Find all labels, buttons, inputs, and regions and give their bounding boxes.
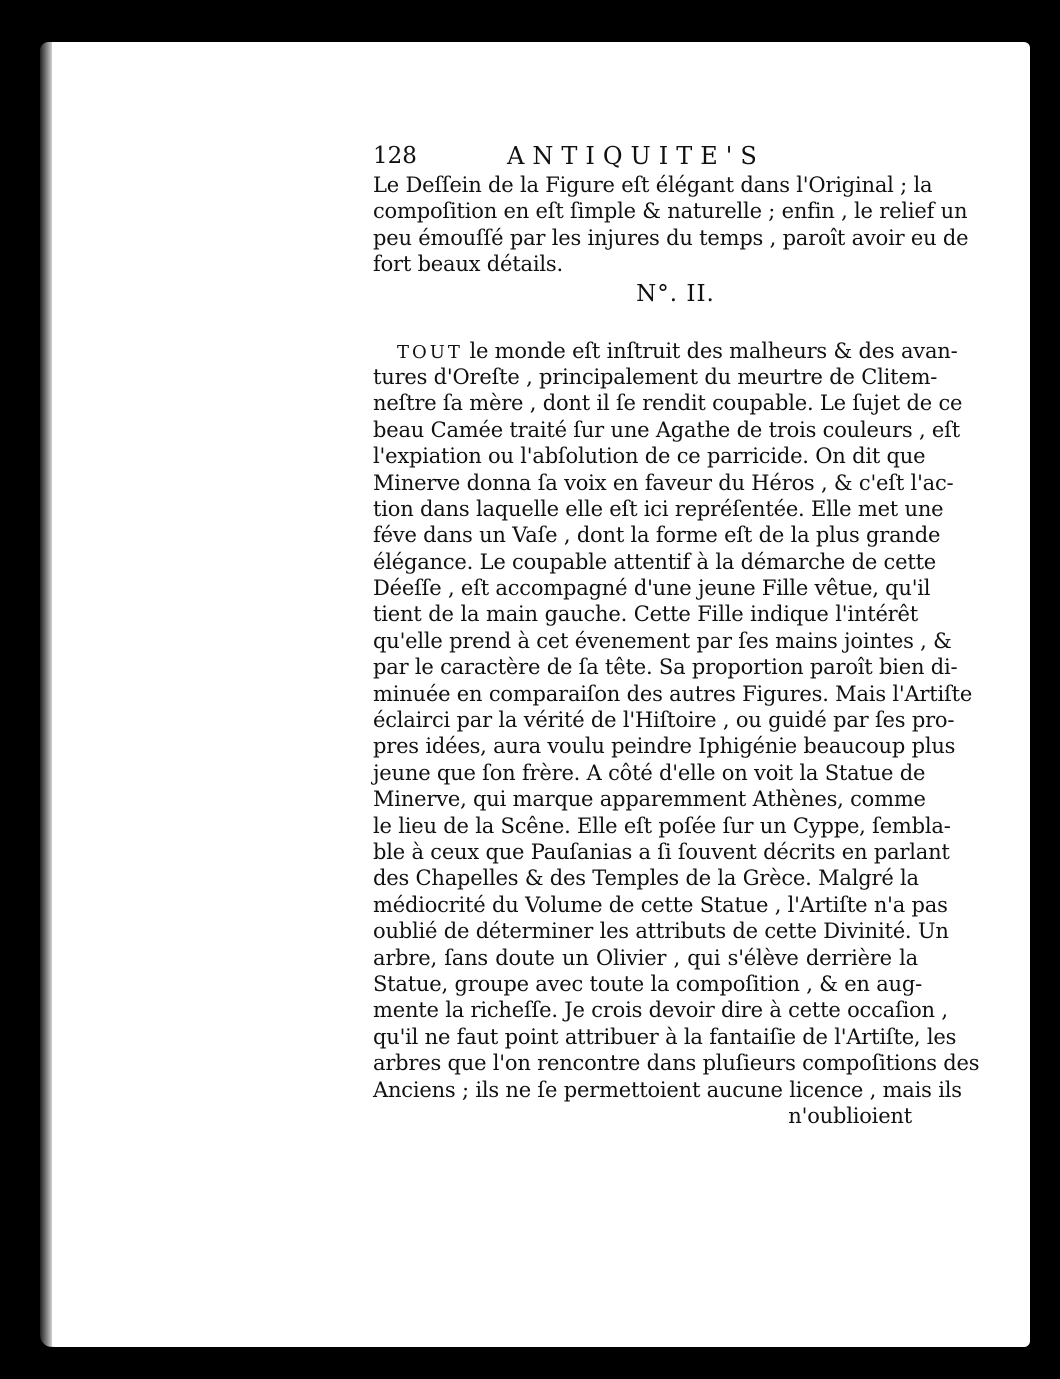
paragraph-line: qu'elle prend à cet évenement par ſes mains jointes , & [373,628,952,653]
paragraph-line: tion dans laquelle elle eſt ici repréſentée. Elle met une [373,496,944,521]
intro-line: peu émouſſé par les injures du temps , paroît avoir eu de [373,225,969,250]
page-text-block [373,140,980,1129]
paragraph-line: pres idées, aura voulu peindre Iphigénie beaucoup plus [373,734,956,759]
paragraph-line: médiocrité du Volume de cette Statue , l'Artiſte n'a pas [373,892,948,917]
page-number: 128 [373,143,417,169]
paragraph-line: Anciens ; ils ne ſe permettoient aucune licence , mais ils [373,1077,962,1102]
intro-line: Le Deſſein de la Figure eſt élégant dans l'Original ; la [373,173,933,197]
first-line-text: le monde eſt inſtruit des malheurs & des avan- [469,338,958,363]
paragraph-line: mente la richeſſe. Je crois devoir dire à cette occaſion , [373,998,948,1023]
page-binding-edge [40,42,52,1347]
paragraph-line: neſtre ſa mère , dont il ſe rendit coupable. Le ſujet de ce [373,391,963,416]
paragraph-line: le lieu de la Scêne. Elle eſt poſée ſur un Cyppe, ſembla- [373,813,951,838]
section-heading: N°. II. [636,280,715,307]
opening-word: TOUT [397,341,463,363]
paragraph-line: féve dans un Vaſe , dont la forme eſt de la plus grande [373,523,941,548]
intro-line: fort beaux détails. [373,252,563,277]
paragraph-line: Minerve donna ſa voix en faveur du Héros , & c'eſt l'ac- [373,470,954,495]
paragraph-line: des Chapelles & des Temples de la Grèce. Malgré la [373,866,919,891]
paragraph-line: élégance. Le coupable attentif à la démarche de cette [373,549,937,574]
paragraph-line: l'expiation ou l'abſolution de ce parricide. On dit que [373,444,926,469]
paragraph-line: tures d'Oreſte , principalement du meurtre de Clitem- [373,364,938,389]
paragraph-first-line [373,338,958,364]
running-title: ANTIQUITE'S [507,142,765,170]
paragraph-line: par le caractère de ſa tête. Sa proportion paroît bien di- [373,655,958,680]
paragraph-line: Minerve, qui marque apparemment Athènes, comme [373,787,926,812]
paragraph-line: minuée en comparaiſon des autres Figures. Mais l'Artiſte [373,681,973,706]
paragraph-line: éclairci par la vérité de l'Hiſtoire , ou guidé par ſes pro- [373,708,955,733]
paragraph-line: Déeſſe , eſt accompagné d'une jeune Fille vêtue, qu'il [373,576,931,601]
catchword: n'oublioient [788,1103,912,1128]
paragraph-line: arbre, ſans doute un Olivier , qui s'élève derrière la [373,945,918,970]
paragraph-line: beau Camée traité ſur une Agathe de trois couleurs , eſt [373,417,960,442]
paragraph-line: tient de la main gauche. Cette Fille indique l'intérêt [373,602,918,627]
paragraph-line: Statue, groupe avec toute la compoſition , & en aug- [373,971,923,996]
intro-line: compoſition en eſt ſimple & naturelle ; enfin , le relief un [373,199,968,224]
paragraph-line: oublié de déterminer les attributs de cette Divinité. Un [373,919,949,944]
paragraph-line: jeune que ſon frère. A côté d'elle on voit la Statue de [373,760,926,785]
paragraph-line: ble à ceux que Pauſanias a ſi ſouvent décrits en parlant [373,839,950,864]
paragraph-line: qu'il ne faut point attribuer à la fantaiſie de l'Artiſte, les [373,1024,957,1049]
running-head [373,140,918,172]
paragraph-line: arbres que l'on rencontre dans pluſieurs compoſitions des [373,1051,980,1076]
